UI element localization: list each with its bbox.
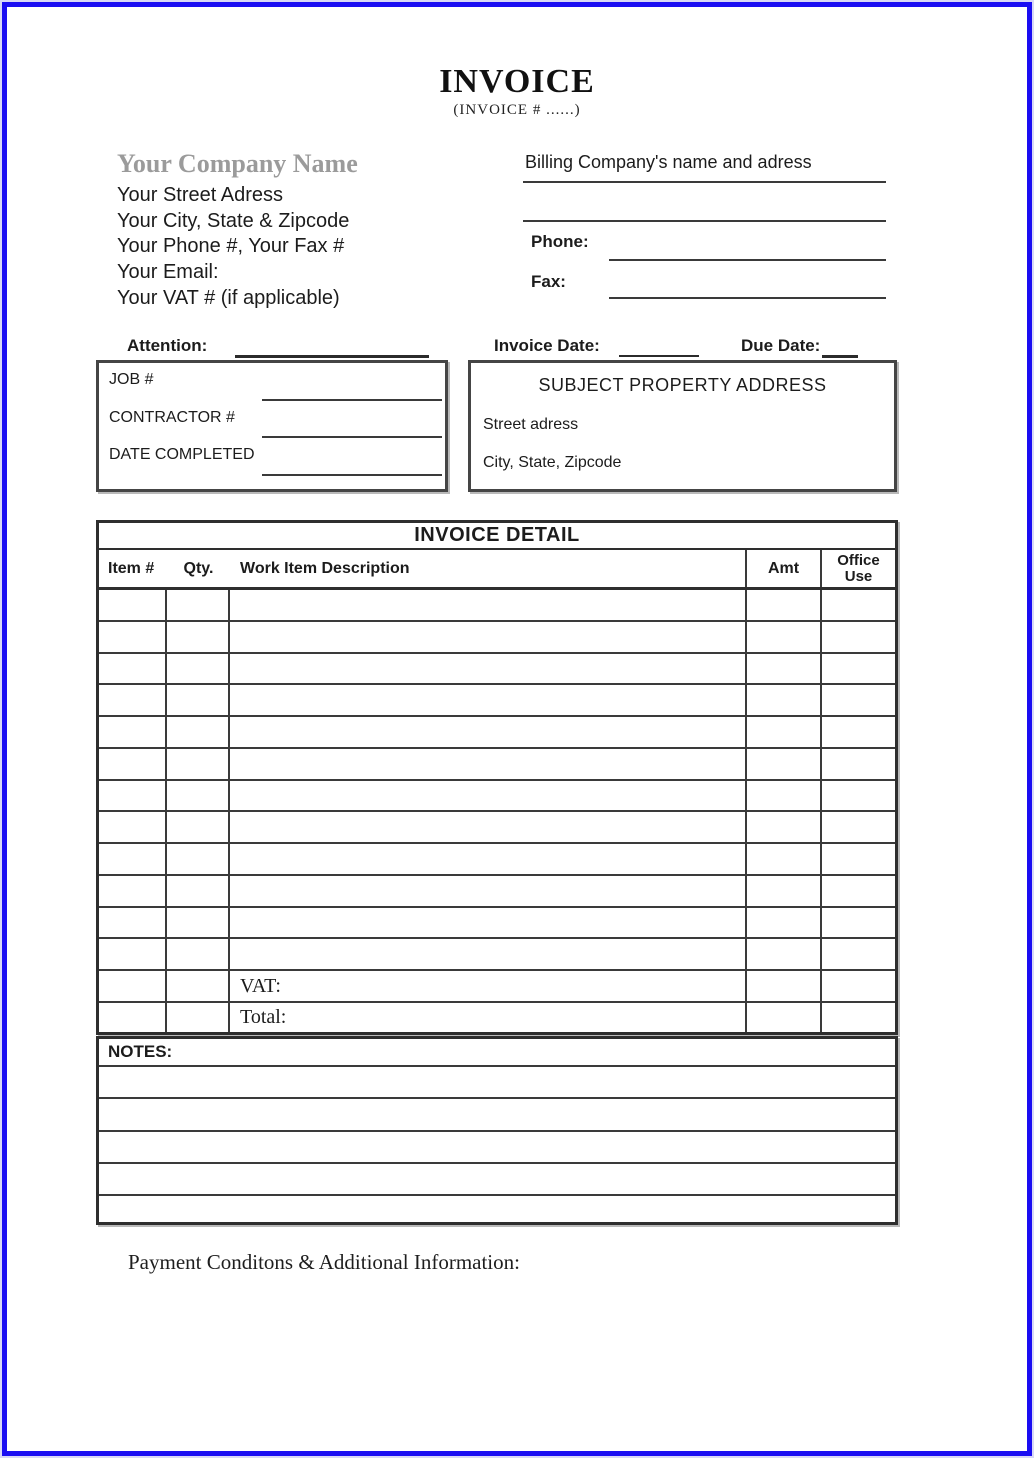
detail-table-body	[99, 590, 895, 1032]
subject-property-line: City, State, Zipcode	[483, 454, 622, 471]
meta-row	[2, 336, 1032, 362]
detail-cell[interactable]	[822, 749, 895, 779]
phone-label: Phone:	[531, 232, 589, 251]
invoice-date-label: Invoice Date:	[494, 336, 600, 355]
column-header-amt: Amt	[747, 550, 822, 587]
detail-empty-row	[99, 717, 895, 749]
company-address-line: Your Email:	[117, 261, 219, 284]
due-date-label: Due Date:	[741, 336, 821, 355]
detail-cell[interactable]	[747, 1003, 822, 1032]
job-field-row	[99, 438, 445, 476]
notes-blank-line[interactable]	[99, 1196, 895, 1222]
detail-empty-row	[99, 939, 895, 971]
detail-cell[interactable]	[167, 844, 230, 874]
payment-conditions-label: Payment Conditons & Additional Information:	[128, 1250, 520, 1274]
phone-field[interactable]	[609, 259, 886, 261]
detail-cell[interactable]	[822, 781, 895, 811]
column-header-item: Item #	[108, 559, 155, 577]
invoice-detail-title: INVOICE DETAIL	[99, 523, 895, 550]
detail-empty-row	[99, 590, 895, 622]
company-address-line: Your City, State & Zipcode	[117, 209, 350, 232]
detail-cell[interactable]	[230, 717, 747, 747]
total-row	[99, 1003, 895, 1032]
detail-cell[interactable]	[822, 844, 895, 874]
detail-cell[interactable]	[167, 622, 230, 652]
detail-empty-row	[99, 812, 895, 844]
company-address-line: Your Street Adress	[117, 184, 284, 206]
detail-table-header	[99, 550, 895, 590]
detail-empty-row	[99, 749, 895, 781]
detail-cell[interactable]	[167, 717, 230, 747]
detail-cell[interactable]	[99, 939, 167, 969]
detail-cell[interactable]	[747, 622, 822, 652]
detail-cell[interactable]	[747, 685, 822, 715]
detail-cell[interactable]	[167, 971, 230, 1001]
job-info-box	[96, 360, 448, 492]
total-label: Total:	[230, 1003, 747, 1032]
fax-label: Fax:	[531, 272, 566, 291]
detail-cell[interactable]	[747, 590, 822, 620]
detail-cell[interactable]	[99, 622, 167, 652]
notes-blank-line[interactable]	[99, 1067, 895, 1099]
notes-blank-line[interactable]	[99, 1132, 895, 1164]
billing-company-label: Billing Company's name and adress	[525, 152, 812, 172]
title-block	[2, 64, 1032, 119]
invoice-detail-table	[96, 520, 898, 1035]
attention-label: Attention:	[127, 336, 208, 355]
detail-empty-row	[99, 876, 895, 908]
detail-cell[interactable]	[99, 654, 167, 684]
billing-address-field[interactable]	[523, 220, 886, 222]
column-header-qty: Qty.	[183, 559, 214, 577]
billing-name-field[interactable]	[523, 181, 886, 183]
detail-cell[interactable]	[99, 781, 167, 811]
detail-cell[interactable]	[99, 876, 167, 906]
job-field-input-line[interactable]	[262, 474, 442, 476]
job-field-row	[99, 401, 445, 439]
detail-empty-row	[99, 685, 895, 717]
detail-cell[interactable]	[99, 590, 167, 620]
detail-cell[interactable]	[822, 717, 895, 747]
detail-empty-row	[99, 622, 895, 654]
company-address-line: Your VAT # (if applicable)	[117, 286, 340, 309]
detail-cell[interactable]	[822, 1003, 895, 1032]
detail-cell[interactable]	[167, 654, 230, 684]
subject-property-box	[468, 360, 897, 492]
detail-cell[interactable]	[99, 685, 167, 715]
detail-cell[interactable]	[230, 844, 747, 874]
detail-cell[interactable]	[99, 971, 167, 1001]
detail-cell[interactable]	[167, 685, 230, 715]
detail-cell[interactable]	[230, 908, 747, 938]
detail-cell[interactable]	[822, 971, 895, 1001]
detail-cell[interactable]	[167, 590, 230, 620]
notes-label: NOTES:	[99, 1039, 895, 1067]
detail-cell[interactable]	[167, 812, 230, 842]
notes-blank-lines	[99, 1067, 895, 1222]
job-field-row	[99, 363, 445, 401]
detail-cell[interactable]	[747, 876, 822, 906]
notes-box	[96, 1036, 898, 1225]
billing-block	[523, 152, 886, 304]
job-field-label: DATE COMPLETED	[109, 446, 255, 464]
detail-cell[interactable]	[747, 749, 822, 779]
detail-cell[interactable]	[822, 654, 895, 684]
detail-cell[interactable]	[822, 590, 895, 620]
detail-cell[interactable]	[230, 654, 747, 684]
detail-cell[interactable]	[230, 622, 747, 652]
detail-cell[interactable]	[747, 717, 822, 747]
detail-cell[interactable]	[747, 971, 822, 1001]
detail-cell[interactable]	[747, 844, 822, 874]
detail-cell[interactable]	[230, 749, 747, 779]
detail-cell[interactable]	[822, 876, 895, 906]
subject-property-lines	[471, 416, 894, 472]
detail-cell[interactable]	[230, 939, 747, 969]
detail-cell[interactable]	[822, 908, 895, 938]
detail-empty-row	[99, 908, 895, 940]
job-field-label: JOB #	[109, 371, 154, 388]
detail-cell[interactable]	[99, 844, 167, 874]
job-field-label: CONTRACTOR #	[109, 408, 235, 426]
detail-cell[interactable]	[99, 812, 167, 842]
detail-cell[interactable]	[822, 685, 895, 715]
detail-cell[interactable]	[747, 812, 822, 842]
detail-cell[interactable]	[230, 876, 747, 906]
invoice-number-placeholder: (INVOICE # ......)	[453, 102, 581, 118]
detail-cell[interactable]	[230, 590, 747, 620]
subject-property-line: Street adress	[483, 416, 579, 433]
detail-empty-row	[99, 654, 895, 686]
column-header-work-item-description: Work Item Description	[230, 550, 747, 587]
page-title: INVOICE	[439, 63, 595, 100]
detail-cell[interactable]	[230, 781, 747, 811]
company-address-line: Your Phone #, Your Fax #	[117, 235, 345, 258]
detail-cell[interactable]	[167, 939, 230, 969]
detail-cell[interactable]	[99, 717, 167, 747]
detail-cell[interactable]	[167, 876, 230, 906]
detail-cell[interactable]	[167, 749, 230, 779]
vat-label: VAT:	[230, 971, 747, 1001]
attention-field[interactable]	[235, 355, 429, 358]
detail-cell[interactable]	[230, 812, 747, 842]
detail-cell[interactable]	[822, 939, 895, 969]
subject-property-title: SUBJECT PROPERTY ADDRESS	[538, 375, 827, 395]
company-name: Your Company Name	[117, 149, 358, 178]
company-address-lines	[117, 183, 497, 312]
vat-row	[99, 971, 895, 1003]
due-date-field[interactable]	[822, 355, 858, 358]
detail-empty-row	[99, 844, 895, 876]
notes-blank-line[interactable]	[99, 1164, 895, 1196]
detail-cell[interactable]	[167, 781, 230, 811]
detail-cell[interactable]	[747, 939, 822, 969]
detail-cell[interactable]	[99, 1003, 167, 1032]
column-header-office-use: Office Use	[837, 551, 880, 585]
detail-cell[interactable]	[230, 685, 747, 715]
detail-cell[interactable]	[99, 749, 167, 779]
notes-blank-line[interactable]	[99, 1099, 895, 1131]
detail-cell[interactable]	[167, 908, 230, 938]
fax-field[interactable]	[609, 297, 886, 299]
invoice-date-field[interactable]	[619, 355, 699, 357]
detail-cell[interactable]	[747, 654, 822, 684]
detail-cell[interactable]	[822, 812, 895, 842]
detail-cell[interactable]	[99, 908, 167, 938]
detail-cell[interactable]	[167, 1003, 230, 1032]
detail-cell[interactable]	[747, 781, 822, 811]
detail-empty-row	[99, 781, 895, 813]
company-block	[117, 149, 497, 312]
detail-cell[interactable]	[747, 908, 822, 938]
detail-cell[interactable]	[822, 622, 895, 652]
